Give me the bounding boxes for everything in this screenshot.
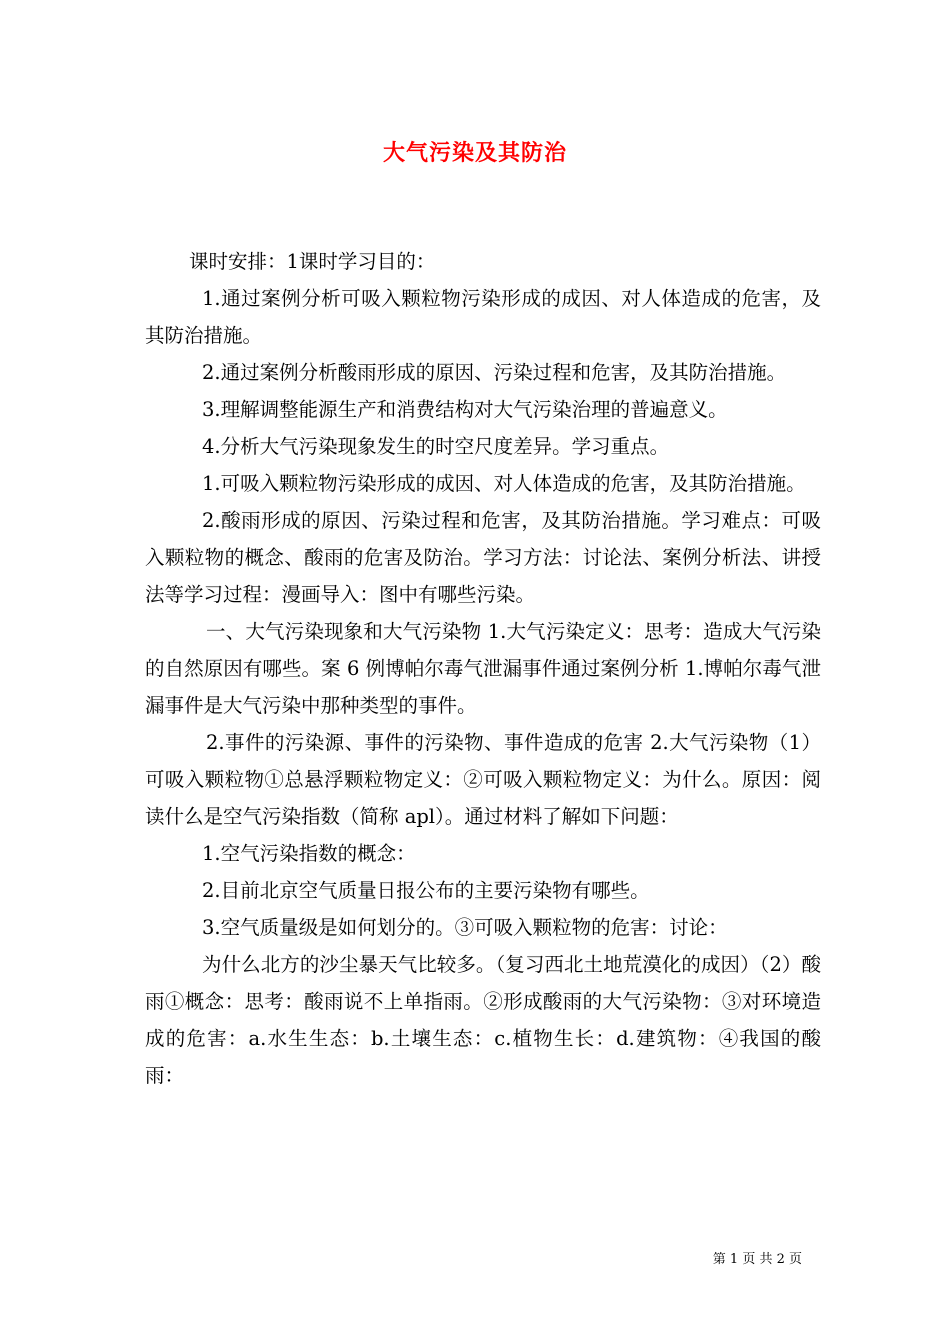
document-title: 大气污染及其防治	[382, 140, 567, 166]
paragraph-objective-1: 1.通过案例分析可吸入颗粒物污染形成的成因、对人体造成的危害，及其防治措施。	[145, 287, 821, 347]
paragraph-key-point-1: 1.可吸入颗粒物污染形成的成因、对人体造成的危害，及其防治措施。	[202, 472, 806, 495]
paragraph-objective-4: 4.分析大气污染现象发生的时空尺度差异。学习重点。	[202, 435, 670, 458]
paragraph-acid-rain: 为什么北方的沙尘暴天气比较多。（复习西北土地荒漠化的成因）（2）酸雨①概念：思考：酸雨说不上单指雨。②形成酸雨的大气污染物：③对环境造成的危害：a.水生生态：b.土壤生态：c.植物生长：d.建筑物：④我国的酸雨：	[145, 953, 821, 1087]
page-number: 第 1 页 共 2 页	[712, 1252, 802, 1267]
paragraph-pollutants: 2.事件的污染源、事件的污染物、事件造成的危害 2.大气污染物（1）可吸入颗粒物①总悬浮颗粒物定义：②可吸入颗粒物定义：为什么。原因：阅读什么是空气污染指数（简称 apl）。通过材料了解如下问题：	[145, 731, 821, 828]
paragraph-objective-2: 2.通过案例分析酸雨形成的原因、污染过程和危害，及其防治措施。	[202, 361, 787, 384]
paragraph-question-2: 2.目前北京空气质量日报公布的主要污染物有哪些。	[202, 879, 650, 902]
paragraph-objective-3: 3.理解调整能源生产和消费结构对大气污染治理的普遍意义。	[202, 398, 728, 421]
paragraph-section-1: 一、大气污染现象和大气污染物 1.大气污染定义：思考：造成大气污染的自然原因有哪些。案 6 例博帕尔毒气泄漏事件通过案例分析 1.博帕尔毒气泄漏事件是大气污染中那种类型的事件。	[145, 620, 821, 717]
paragraph-question-3: 3.空气质量级是如何划分的。③可吸入颗粒物的危害：讨论：	[202, 916, 728, 939]
paragraph-schedule: 课时安排：1课时学习目的：	[189, 250, 436, 273]
paragraph-question-1: 1.空气污染指数的概念：	[202, 842, 416, 865]
paragraph-key-point-2: 2.酸雨形成的原因、污染过程和危害，及其防治措施。学习难点：可吸入颗粒物的概念、酸雨的危害及防治。学习方法：讨论法、案例分析法、讲授法等学习过程：漫画导入：图中有哪些污染。	[145, 509, 821, 606]
document-body	[145, 243, 821, 1094]
